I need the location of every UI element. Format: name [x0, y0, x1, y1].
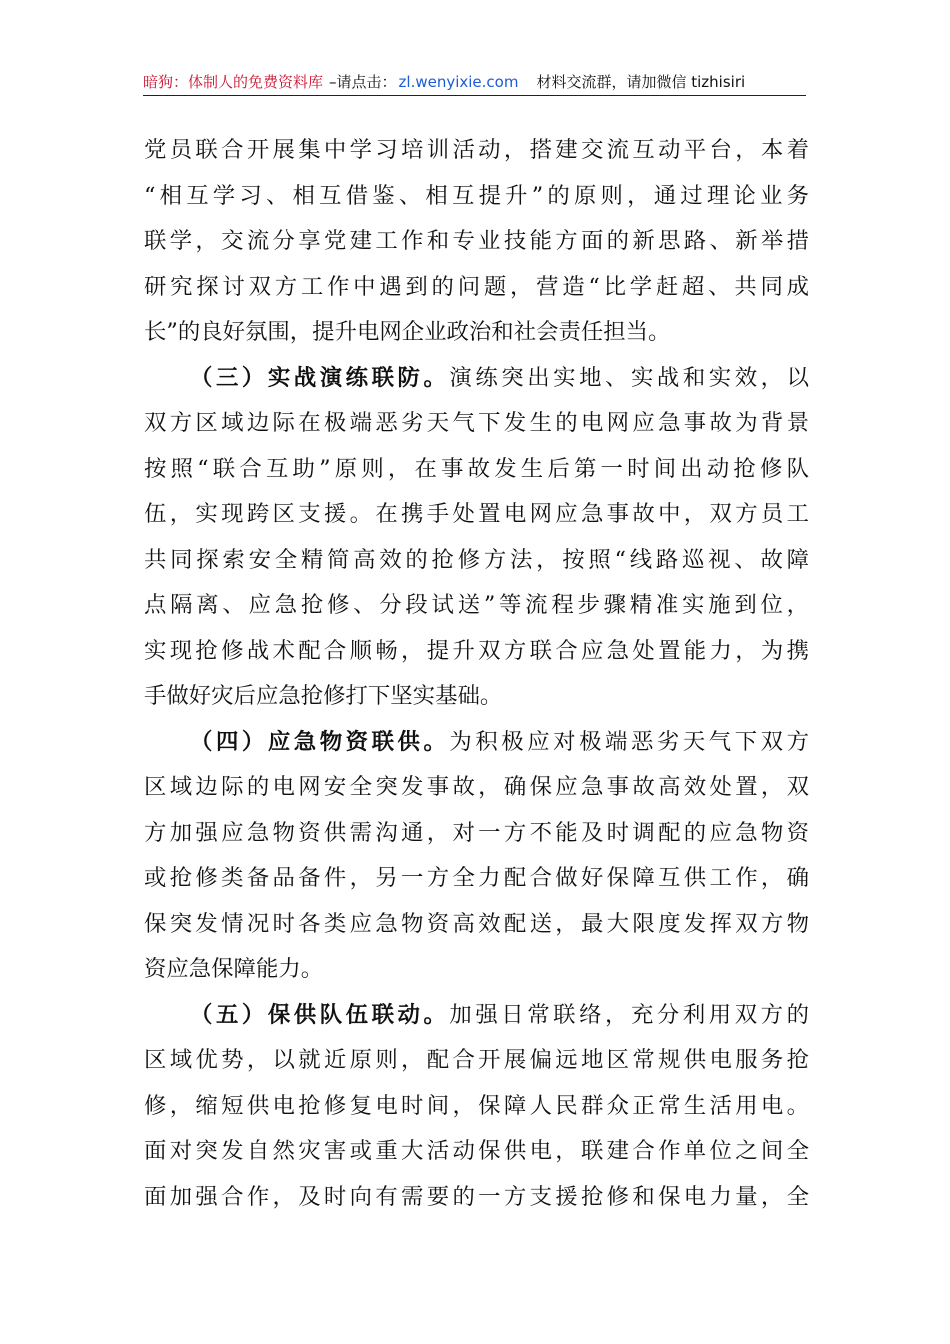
text-line: 修，缩短供电抢修复电时间，保障人民群众正常生活用电。	[144, 1092, 809, 1119]
text-line: 按照“联合互助”原则，在事故发生后第一时间出动抢修队	[144, 455, 809, 482]
text-line: 研究探讨双方工作中遇到的问题，营造“比学赶超、共同成	[144, 273, 809, 300]
text-line: 资应急保障能力。	[144, 956, 324, 982]
text-line: 点隔离、应急抢修、分段试送”等流程步骤精准实施到位，	[144, 592, 809, 618]
text-line: 面加强合作，及时向有需要的一方支援抢修和保电力量，全	[144, 1183, 809, 1210]
text-line: 长”的良好氛围，提升电网企业政治和社会责任担当。	[144, 319, 671, 345]
section-first-line-text: 演练突出实地、实战和实效，以	[449, 364, 809, 391]
text-line: 保突发情况时各类应急物资高效配送，最大限度发挥双方物	[144, 910, 809, 937]
section-heading-5: （五）保供队伍联动。	[190, 1001, 450, 1028]
text-line: 党员联合开展集中学习培训活动，搭建交流互动平台，本着	[144, 137, 809, 163]
text-line: 共同探索安全精简高效的抢修方法，按照“线路巡视、故障	[144, 546, 809, 573]
header-wechat-note: 材料交流群，请加微信 tizhisiri	[536, 73, 746, 91]
text-line: 实现抢修战术配合顺畅，提升双方联合应急处置能力，为携	[144, 637, 809, 664]
header-url-link[interactable]: zl.wenyixie.com	[398, 73, 519, 91]
text-line: 手做好灾后应急抢修打下坚实基础。	[144, 683, 503, 709]
text-line: 区域边际的电网安全突发事故，确保应急事故高效处置，双	[144, 774, 809, 800]
section-first-line	[144, 720, 809, 766]
text-line: 联学，交流分享党建工作和专业技能方面的新思路、新举措	[144, 228, 809, 254]
document-body	[144, 128, 809, 1220]
text-line: 面对突发自然灾害或重大活动保供电，联建合作单位之间全	[144, 1138, 809, 1164]
header-brand: 暗狗：体制人的免费资料库	[143, 73, 324, 91]
section-first-line-text: 加强日常联络，充分利用双方的	[449, 1001, 809, 1028]
text-line: 区域优势，以就近原则，配合开展偏远地区常规供电服务抢	[144, 1047, 809, 1073]
page-header	[143, 70, 806, 96]
section-first-line	[144, 356, 809, 402]
section-heading-3: （三）实战演练联防。	[190, 364, 450, 391]
section-first-line	[144, 993, 809, 1039]
text-line: 伍，实现跨区支援。在携手处置电网应急事故中，双方员工	[144, 501, 809, 527]
text-line: “相互学习、相互借鉴、相互提升”的原则，通过理论业务	[144, 182, 809, 209]
text-line: 方加强应急物资供需沟通，对一方不能及时调配的应急物资	[144, 819, 809, 846]
header-click-prompt: –请点击：	[329, 73, 397, 91]
text-line: 双方区域边际在极端恶劣天气下发生的电网应急事故为背景	[144, 410, 809, 436]
section-heading-4: （四）应急物资联供。	[190, 728, 450, 755]
text-line: 或抢修类备品备件，另一方全力配合做好保障互供工作，确	[144, 865, 809, 891]
section-first-line-text: 为积极应对极端恶劣天气下双方	[449, 728, 809, 755]
